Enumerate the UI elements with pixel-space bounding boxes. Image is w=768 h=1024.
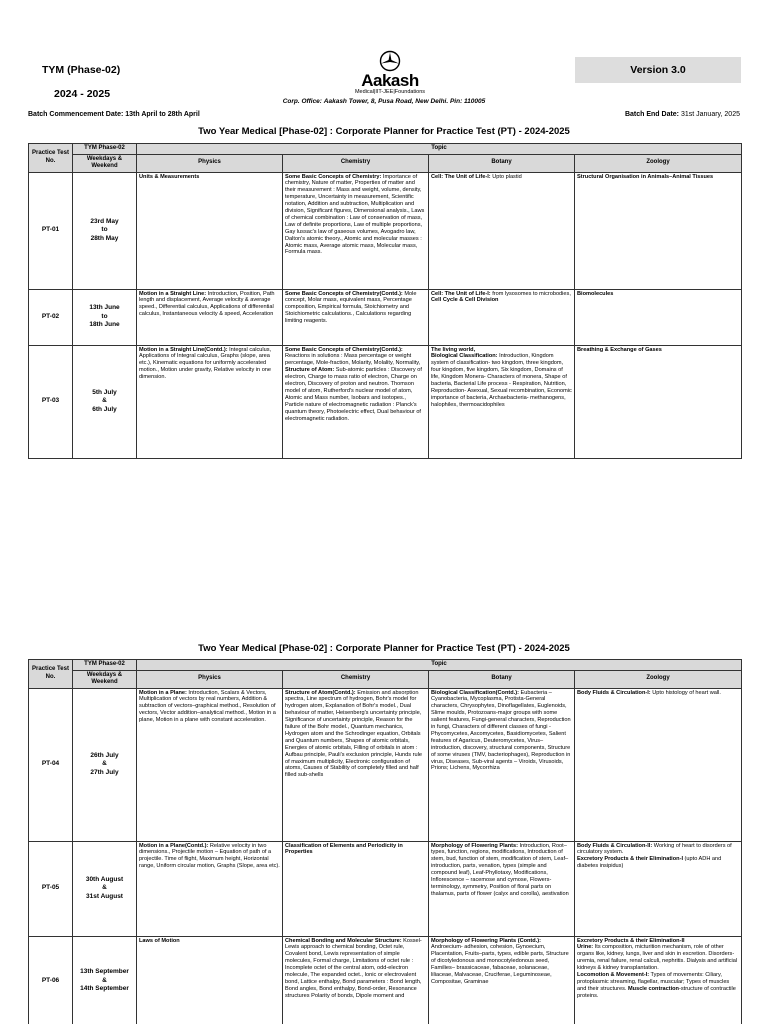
- col-header-topic: Topic: [137, 660, 742, 671]
- topic-text: Body Fluids & Circulation-II:: [577, 842, 653, 849]
- date-line: &: [102, 760, 107, 768]
- batch-commencement: Batch Commencement Date: 13th April to 28th April: [28, 111, 200, 118]
- zoology-topic: [575, 289, 742, 345]
- test-date: [73, 841, 137, 936]
- date-line: 13th June: [89, 304, 120, 312]
- physics-topic: [137, 289, 283, 345]
- topic-text: Sub-atomic particles : Discovery of electron, Charge to mass ratio of electron, Charge on electron, Discovery of proton and neutron. Thomson model of atom, Rutherford's nuclear model of atom, Atomic and Mass number, Isobars and isotopes., Particle nature of electromagnetic radiation : Planck's quantum theory, Photoelectric effect, Dual behaviour of electromagnetic radiation.: [285, 367, 422, 422]
- botany-topic: [429, 172, 575, 289]
- practice-test-no: PT-02: [29, 289, 73, 345]
- col-header-chemistry: Chemistry: [283, 670, 429, 688]
- physics-topic: [137, 345, 283, 458]
- planner-table-1: [28, 143, 742, 459]
- topic-text: Muscle contraction: [628, 985, 679, 992]
- zoology-topic: [575, 936, 742, 1024]
- topic-text: Emission and absorption spectra, Line spectrum of hydrogen, Bohr's model for hydrogen atom, Explanation of Bohr's model., Dual behaviour of matter, Heisenberg's uncertainty principle, Significance of uncertainty principle, Reason for the failure of the Bohr model., Quantum mechanics, Hydrogen atom and the Schrodinger equation, Orbitals and Quantum numbers, Shapes of atomic orbitals, Energies of atomic orbitals, Filling of orbitals in atom : Aufbau principle, Pauli's exclusion principle, Hunds rule of maximum multiplicity, Electronic configuration of atoms, Causes of Stability of completely filled and half filled sub-shells: [285, 689, 422, 779]
- test-date: [73, 345, 137, 458]
- topic-text: Excretory Products & their Elimination-II: [577, 937, 685, 944]
- date-line: 23rd May: [90, 217, 119, 225]
- table-row: [29, 345, 742, 458]
- col-header-zoology: Zoology: [575, 670, 742, 688]
- date-line: 31st August: [86, 892, 123, 900]
- topic-text: Androecium- adhesion, cohesion, Gynoecium, Placentation, Fruits–parts, types, edible parts, Structure of dicotyledonous and monocotyledonous seed, Families– brassicaceae, fabaceae, solanaceae, liliaceae, Malvaceae, Cruciferae, Leguminoseae, Compositae, Graminae: [431, 944, 569, 985]
- date-line: to: [101, 226, 108, 234]
- topic-text: Biological Classification(Contd.):: [431, 689, 519, 696]
- topic-text: Some Basic Concepts of Chemistry(Contd.):: [285, 290, 403, 297]
- physics-topic: [137, 688, 283, 841]
- logo-brand: Aakash: [361, 71, 419, 90]
- topic-text: Structure of Atom:: [285, 367, 335, 374]
- col-header-topic: Topic: [137, 144, 742, 155]
- col-header-physics: Physics: [137, 670, 283, 688]
- topic-text: Laws of Motion: [139, 937, 180, 944]
- header-left: [42, 64, 120, 100]
- topic-text: Cell: The Unit of Life-I:: [431, 173, 491, 180]
- botany-topic: [429, 936, 575, 1024]
- version-badge: Version 3.0: [575, 57, 741, 83]
- col-header-weekdays: Weekdays & Weekend: [73, 670, 137, 688]
- office-address: Aakash Tower, 8, Pusa Road, New Delhi. Pin: 110005: [323, 98, 486, 105]
- test-date: [73, 172, 137, 289]
- date-line: 14th September: [80, 985, 129, 993]
- topic-text: Mole concept, Molar mass, equivalent mass, Percentage composition, Empirical formula, Stoichiometry and Stoichiometric calculations., Calculations regarding limiting reagents.: [285, 290, 417, 325]
- batch-end-value: 31st January, 2025: [680, 111, 740, 118]
- col-header-zoology: Zoology: [575, 154, 742, 172]
- topic-text: -structure of contractile proteins.: [577, 985, 736, 999]
- topic-text: Introduction, Scalars & Vectors, Multiplication of vectors by real numbers, Addition & subtraction of vectors–graphical method., Resolution of vectors, Vector addition–analytical method., Motion in a plane, Motion in a plane with constant acceleration.: [139, 689, 276, 724]
- corp-office: [0, 98, 768, 105]
- botany-topic: [429, 688, 575, 841]
- date-line: 18th June: [89, 321, 120, 329]
- table-row: [29, 688, 742, 841]
- topic-text: Motion in a Plane:: [139, 689, 187, 696]
- zoology-topic: [575, 841, 742, 936]
- batch-title: TYM (Phase-02): [42, 64, 121, 76]
- topic-text: Morphology of Flowering Plants (Contd.):: [431, 937, 541, 944]
- topic-text: The living world,: [431, 346, 476, 353]
- date-line: 6th July: [92, 405, 117, 413]
- chemistry-topic: [283, 841, 429, 936]
- col-header-tym: TYM Phase-02: [73, 144, 137, 155]
- topic-text: Some Basic Concepts of Chemistry:: [285, 173, 382, 180]
- physics-topic: [137, 172, 283, 289]
- batch-end-label: Batch End Date:: [624, 111, 680, 118]
- zoology-topic: [575, 172, 742, 289]
- zoology-topic: [575, 688, 742, 841]
- topic-text: Integral calculus, Applications of Integral calculus, Graphs (slope, area etc.), Kinematic equations for uniformly accelerated motion., Motion under gravity, Relative velocity in one dimension.: [139, 346, 272, 381]
- chemistry-topic: [283, 289, 429, 345]
- chemistry-topic: [283, 936, 429, 1024]
- topic-text: from lysosomes to microbodies,: [490, 290, 571, 297]
- topic-text: Types of movements: Ciliary, protoplasmic streaming, flagellar, muscular; Types of muscles and their structures.: [577, 972, 730, 992]
- topic-text: Morphology of Flowering Plants:: [431, 842, 519, 849]
- topic-text: Upto histology of heart wall.: [650, 689, 721, 696]
- chemistry-topic: [283, 345, 429, 458]
- batch-end: [625, 111, 740, 118]
- test-date: [73, 289, 137, 345]
- topic-text: Importance of chemistry, Nature of matter, Properties of matter and their measurement : Mass and weight, volume, density, temperature, Uncertainty in measurement, Scientific notation, Addition and subtraction, Multiplication and division, Significant figures, Dimensional analysis., Laws of chemical combination : Law of conservation of mass, Law of definite proportions, Law of multiple proportions, Gay lussac's law of gaseous volumes, Avogadro law, Dalton's atomic theory., Atomic and molecular masses : Atomic mass, Average atomic mass, Molecular mass, Formula mass.: [285, 173, 425, 256]
- planner-title-1: Two Year Medical [Phase-02] : Corporate Planner for Practice Test (PT) - 2024-2025: [198, 126, 570, 137]
- botany-topic: [429, 345, 575, 458]
- practice-test-no: PT-06: [29, 936, 73, 1024]
- topic-text: Motion in a Straight Line(Contd.):: [139, 346, 228, 353]
- topic-text: Structure of Atom(Contd.):: [285, 689, 356, 696]
- date-line: &: [102, 397, 107, 405]
- botany-topic: [429, 841, 575, 936]
- table-row: [29, 841, 742, 936]
- physics-topic: [137, 936, 283, 1024]
- planner-table-2: [28, 659, 742, 1024]
- topic-text: Upto plastid: [490, 173, 522, 180]
- topic-text: Introduction, Root–types, function, regions, modifications, Introduction of stem, bud, function of stem, modification of stem, Leaf–introduction, parts, venation, types (simple and compound leaf), Leaf-Phyllotaxy, Modifications, Inflorescence – racemose and cymose, Flowers-terminology, symmetry, Position of floral parts on thalamus, parts of flower (calyx and corolla), aestivation: [431, 842, 569, 897]
- date-line: 5th July: [92, 388, 117, 396]
- date-line: 26th July: [90, 751, 119, 759]
- practice-test-no: PT-01: [29, 172, 73, 289]
- topic-text: Biomolecules: [577, 290, 614, 297]
- test-date: [73, 936, 137, 1024]
- topic-text: Working of heart to disorders of circulatory system.: [577, 842, 732, 856]
- topic-text: Locomotion & Movement-I:: [577, 972, 650, 979]
- topic-text: Motion in a Plane(Contd.):: [139, 842, 209, 849]
- topic-text: Eubacteria – Cyanobacteria, Mycoplasma, Protista-General characters, Chrysophytes, Dinoflagellates, Euglenoids, Slime moulds, Protozoans-major groups with some salient features, Fungi-general characters, Reproduction in fungi, Characters of different classes of fungi - Phycomycetes, Ascomycetes, Basidiomycetes, Salient features of Agaricus, Deuteromycetes, Virus–introduction, discovery, structural components, Structure of some viruses (TMV, bacteriophages), Reproduction in virus, Diseases, Sub-viral agents – Viroids, Virusoids, Prions; Lichens, Mycorrhiza: [431, 689, 571, 772]
- test-date: [73, 688, 137, 841]
- date-line: &: [102, 976, 107, 984]
- topic-text: Introduction, Position, Path length and displacement, Average velocity & average speed., Differential calculus, Applications of differential calculus, Instantaneous velocity & speed, Acceleration: [139, 290, 275, 318]
- topic-text: Reactions in solutions : Mass percentage or weight percentage, Mole-fraction, Molarity, Molality, Normality,: [285, 353, 421, 367]
- batch-year: 2024 - 2025: [54, 88, 111, 100]
- topic-text: Excretory Products & their Elimination-I: [577, 856, 683, 863]
- col-header-weekdays: Weekdays & Weekend: [73, 154, 137, 172]
- planner-title-2: Two Year Medical [Phase-02] : Corporate Planner for Practice Test (PT) - 2024-2025: [198, 643, 570, 654]
- topic-text: Motion in a Straight Line:: [139, 290, 207, 297]
- topic-text: Kossel-Lewis approach to chemical bonding, Octet rule, Covalent bond, Lewis representation of simple molecules, Formal charge, Limitations of octet rule : Incomplete octet of the central atom, odd-electron molecule, The expanded octet., Ionic or electrovalent bond, Lattice enthalpy, Bond parameters : Bond length, Bond angles, Bond enthalpy, Bond-order, Resonance structures Polarity of bonds, Dipole moment and: [285, 937, 422, 999]
- office-label: Corp. Office:: [282, 98, 322, 105]
- chemistry-topic: [283, 688, 429, 841]
- col-header-botany: Botany: [429, 670, 575, 688]
- date-line: 30th August: [85, 875, 124, 883]
- col-header-chemistry: Chemistry: [283, 154, 429, 172]
- topic-text: Cell Cycle & Cell Division: [431, 297, 499, 304]
- practice-test-no: PT-03: [29, 345, 73, 458]
- physics-topic: [137, 841, 283, 936]
- topic-text: Chemical Bonding and Molecular Structure:: [285, 937, 402, 944]
- practice-test-no: PT-04: [29, 688, 73, 841]
- topic-text: Introduction, Kingdom system of classification- two kingdom, three kingdom, four kingdom, five kingdom, Six kingdom, Domains of life, Kingdom Monera- Characters of monera, Shape of bacteria, Bacterial Life process - Respiration, Nutrition, Reproduction- Asexual, Sexual recombination, Economic importance of bacteria, Archaebacteria- methanogens, halophiles, thermoacidophiles: [431, 353, 572, 408]
- col-header-pt: Practice Test No.: [29, 144, 73, 173]
- topic-text: Cell: The Unit of Life-I:: [431, 290, 491, 297]
- table-row: [29, 289, 742, 345]
- topic-text: Structural Organisation in Animals–Animal Tissues: [577, 173, 714, 180]
- topic-text: (upto ADH and diabetes insipidus): [577, 856, 722, 870]
- zoology-topic: [575, 345, 742, 458]
- table-row: [29, 936, 742, 1024]
- col-header-physics: Physics: [137, 154, 283, 172]
- logo-tagline: Medical|IIT-JEE|Foundations: [354, 89, 426, 95]
- date-line: 28th May: [90, 234, 119, 242]
- col-header-botany: Botany: [429, 154, 575, 172]
- logo-emblem-icon: [378, 50, 402, 72]
- col-header-tym: TYM Phase-02: [73, 660, 137, 671]
- aakash-logo: [338, 50, 442, 96]
- date-line: to: [101, 312, 108, 320]
- topic-text: Units & Measurements: [139, 173, 200, 180]
- practice-test-no: PT-05: [29, 841, 73, 936]
- date-line: &: [102, 884, 107, 892]
- botany-topic: [429, 289, 575, 345]
- topic-text: Some Basic Concepts of Chemistry(Contd.):: [285, 346, 403, 353]
- chemistry-topic: [283, 172, 429, 289]
- date-line: 27th July: [90, 768, 119, 776]
- topic-text: Breathing & Exchange of Gases: [577, 346, 662, 353]
- topic-text: Its composition, micturition mechanism, role of other organs like, kidney, lungs, liver and skin in excretion. Disorders-uremia, renal failure, renal calculi, nephritis. Dialysis and artificial kidneys & kidney transplantation.: [577, 944, 738, 972]
- topic-text: Urine:: [577, 944, 594, 951]
- topic-text: Biological Classification:: [431, 353, 498, 360]
- table-row: [29, 172, 742, 289]
- date-line: 13th September: [80, 968, 129, 976]
- topic-text: Classification of Elements and Periodicity in Properties: [285, 842, 403, 856]
- topic-text: Relative velocity in two dimensions., Projectile motion – Equation of path of a projectile. Time of flight, Maximum height, Horizontal range, Uniform circular motion, Graphs (Slope, area etc).: [139, 842, 280, 870]
- col-header-pt: Practice Test No.: [29, 660, 73, 689]
- topic-text: Body Fluids & Circulation-I:: [577, 689, 651, 696]
